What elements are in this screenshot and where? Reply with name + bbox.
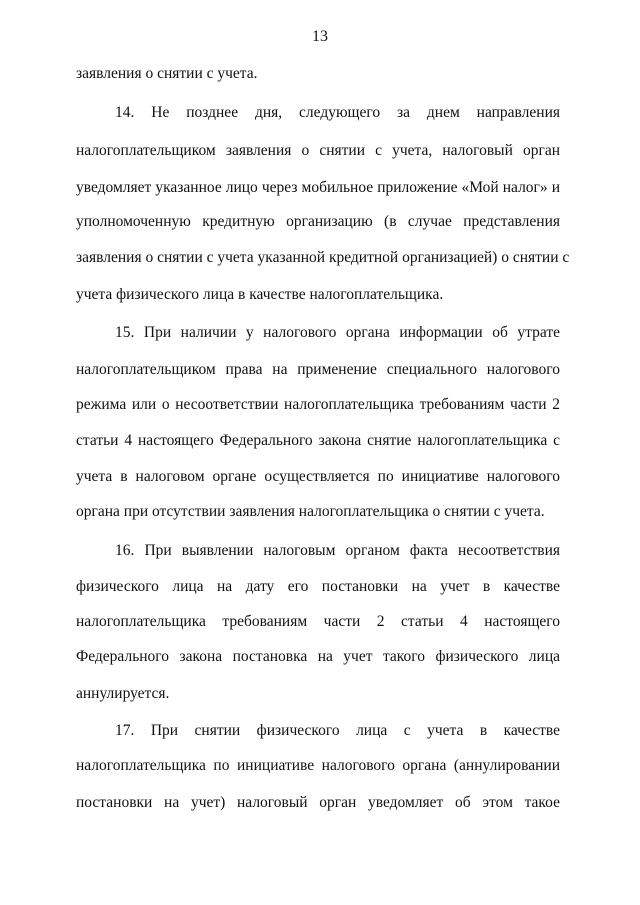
paragraph-16-start: 16. При выявлении налоговым органом факта несоответствия xyxy=(115,542,560,559)
text-line: органа при отсутствии заявления налогоплательщика о снятии с учета. xyxy=(76,503,545,520)
text-line: уполномоченную кредитную организацию (в случае представления xyxy=(76,213,560,230)
text-line: учета в налоговом органе осуществляется по инициативе налогового xyxy=(76,468,560,485)
text-line: заявления о снятии с учета. xyxy=(76,65,258,82)
text-line: аннулируется. xyxy=(76,685,170,702)
text-line: режима или о несоответствии налогоплательщика требованиям части 2 xyxy=(76,396,560,413)
text-line: статьи 4 настоящего Федерального закона снятие налогоплательщика с xyxy=(76,432,560,449)
page-number: 13 xyxy=(312,28,328,45)
paragraph-15-start: 15. При наличии у налогового органа информации об утрате xyxy=(115,324,560,341)
text-line: учета физического лица в качестве налогоплательщика. xyxy=(76,286,444,303)
text-line: уведомляет указанное лицо через мобильное приложение «Мой налог» и xyxy=(76,179,560,196)
text-line: налогоплательщика по инициативе налогового органа (аннулировании xyxy=(76,757,560,774)
text-line: Федерального закона постановка на учет такого физического лица xyxy=(76,648,560,665)
text-line: налогоплательщиком заявления о снятии с учета, налоговый орган xyxy=(76,142,560,159)
text-line: налогоплательщиком права на применение специального налогового xyxy=(76,361,560,378)
text-line: постановки на учет) налоговый орган уведомляет об этом такое xyxy=(76,794,560,811)
paragraph-14-start: 14. Не позднее дня, следующего за днем направления xyxy=(115,104,560,121)
text-line: заявления о снятии с учета указанной кредитной организацией) о снятии с xyxy=(76,249,570,266)
text-line: налогоплательщика требованиям части 2 статьи 4 настоящего xyxy=(76,613,560,630)
text-line: физического лица на дату его постановки на учет в качестве xyxy=(76,578,560,595)
paragraph-17-start: 17. При снятии физического лица с учета в качестве xyxy=(115,722,560,739)
